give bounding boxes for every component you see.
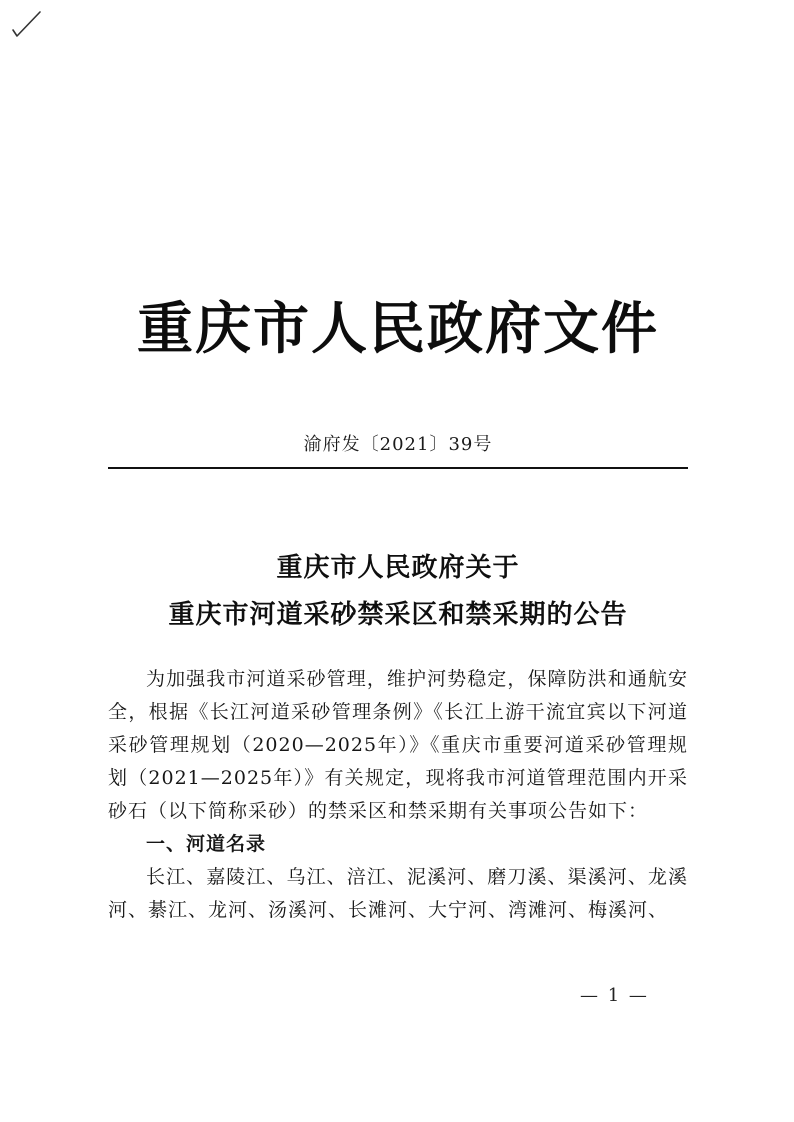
section-heading: 一、河道名录 bbox=[146, 833, 267, 855]
handwritten-check-icon bbox=[10, 8, 50, 38]
document-header: 重庆市人民政府文件 bbox=[137, 296, 659, 362]
document-title-line-1: 重庆市人民政府关于 bbox=[276, 553, 520, 583]
document-number: 渝府发〔2021〕39号 bbox=[303, 434, 493, 455]
document-title-line-2: 重庆市河道采砂禁采区和禁采期的公告 bbox=[168, 600, 628, 630]
page-number: — 1 — bbox=[580, 985, 649, 1006]
header-divider bbox=[108, 467, 688, 469]
body-paragraph: 为加强我市河道采砂管理，维护河势稳定，保障防洪和通航安全，根据《长江河道采砂管理条例》《长江上游干流宜宾以下河道采砂管理规划（2020—2025年）》《重庆市重要河道采砂管理规划（2021—2025年）》有关规定，现将我市河道管理范围内开采砂石（以下简称采砂）的禁采区和禁采期有关事项公告如下： bbox=[108, 668, 688, 822]
document-body bbox=[108, 663, 688, 927]
body-paragraph: 长江、嘉陵江、乌江、涪江、泥溪河、磨刀溪、渠溪河、龙溪河、綦江、龙河、汤溪河、长滩河、大宁河、湾滩河、梅溪河、 bbox=[108, 866, 688, 921]
